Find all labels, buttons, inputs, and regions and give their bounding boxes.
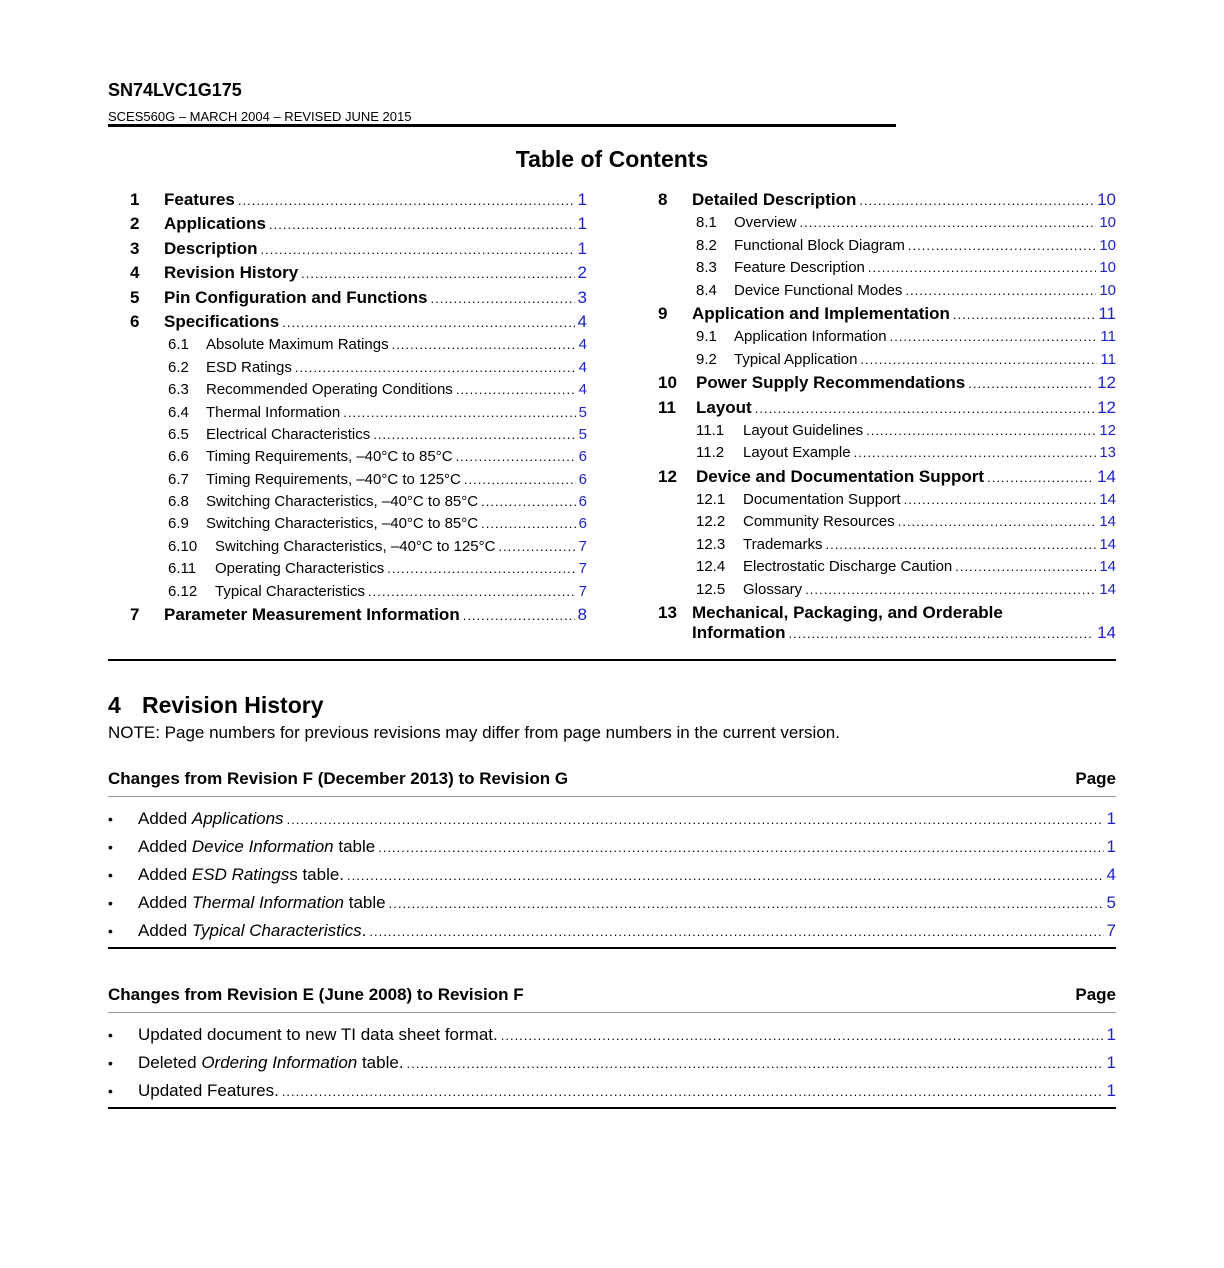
- change-text-emphasis: Ordering Information: [201, 1053, 358, 1072]
- toc-entry[interactable]: [658, 511, 1116, 533]
- change-text-post: .: [361, 921, 367, 940]
- change-text-post: table.: [357, 1053, 404, 1072]
- toc-entry-title[interactable]: Timing Requirements, –40°C to 85°C: [206, 448, 453, 466]
- change-item: [108, 1077, 1116, 1105]
- leader-dots: [825, 534, 1096, 556]
- leader-dots: [287, 806, 1104, 834]
- change-text: [138, 1021, 498, 1049]
- toc-entry[interactable]: [130, 424, 587, 446]
- toc-entry-title[interactable]: Device Functional Modes: [734, 281, 903, 299]
- change-item: [108, 1021, 1116, 1049]
- change-text-pre: Deleted: [138, 1053, 202, 1072]
- change-item: [108, 861, 1116, 889]
- toc-page-link[interactable]: 1: [577, 238, 587, 258]
- leader-dots: [800, 212, 1097, 234]
- change-item: [108, 917, 1116, 945]
- toc-entry-number: 6.5: [168, 425, 189, 443]
- toc-entry-number: 6.11: [168, 560, 197, 578]
- toc-entry-title[interactable]: Detailed Description: [692, 190, 857, 209]
- change-text: [138, 861, 344, 889]
- toc-page-link[interactable]: 7: [578, 560, 587, 578]
- leader-dots: [898, 511, 1097, 533]
- toc-title: Table of Contents: [515, 146, 709, 172]
- toc-entry-number: 7: [130, 605, 140, 625]
- toc-entry-title[interactable]: Feature Description: [734, 259, 865, 277]
- toc-entry[interactable]: [130, 379, 587, 401]
- toc-page-link[interactable]: 14: [1097, 623, 1116, 643]
- toc-entry[interactable]: [658, 579, 1116, 601]
- leader-dots: [868, 257, 1096, 279]
- toc-entry-number: 12.3: [696, 535, 726, 553]
- toc-entry-number: 6.3: [168, 381, 189, 399]
- toc-page-link[interactable]: 14: [1097, 466, 1116, 486]
- heading-rule: [108, 796, 1116, 797]
- toc-page-link[interactable]: 14: [1099, 513, 1116, 531]
- toc-entry[interactable]: [658, 212, 1116, 234]
- toc-page-link[interactable]: 10: [1099, 236, 1116, 254]
- toc-page-link[interactable]: 14: [1099, 580, 1116, 598]
- change-page-link[interactable]: 7: [1106, 921, 1116, 940]
- leader-dots: [481, 513, 576, 535]
- leader-dots: [282, 1078, 1104, 1106]
- toc-entry-number: 8.3: [696, 259, 717, 277]
- toc-entry-number: 9.1: [696, 328, 717, 346]
- toc-entry[interactable]: [658, 326, 1116, 348]
- toc-page-link[interactable]: 10: [1099, 259, 1116, 277]
- change-page-link[interactable]: 1: [1106, 1025, 1116, 1044]
- toc-page-link[interactable]: 11: [1098, 303, 1116, 323]
- toc-page-link[interactable]: 4: [578, 336, 587, 354]
- change-page-link[interactable]: 1: [1106, 809, 1116, 828]
- change-text-pre: Added: [138, 837, 192, 856]
- leader-dots: [269, 213, 575, 237]
- change-item: [108, 889, 1116, 917]
- bullet-icon: •: [108, 1083, 113, 1099]
- toc-entry[interactable]: [658, 465, 1116, 489]
- heading-rule: [108, 1012, 1116, 1013]
- toc-entry-title[interactable]: Layout: [696, 397, 752, 417]
- toc-page-link[interactable]: 11: [1100, 328, 1116, 346]
- changes-heading-text: Changes from Revision E (June 2008) to Revision F: [108, 985, 524, 1004]
- changes-list: [108, 1021, 1116, 1105]
- toc-entry-number: 12.2: [696, 513, 726, 531]
- change-item: [108, 1049, 1116, 1077]
- toc-page-link[interactable]: 4: [578, 358, 587, 376]
- toc-entry-number: 11.2: [696, 444, 725, 462]
- leader-dots: [282, 311, 574, 335]
- toc-entry-title[interactable]: Layout Example: [743, 444, 851, 462]
- toc-entry[interactable]: [658, 442, 1116, 464]
- toc-entry-number: 8.4: [696, 281, 717, 299]
- bullet-icon: •: [108, 1055, 113, 1071]
- page-column-label: Page: [1075, 769, 1116, 788]
- section-title: [108, 692, 324, 719]
- toc-entry-title[interactable]: Electrostatic Discharge Caution: [743, 558, 953, 576]
- leader-dots: [955, 556, 1096, 578]
- toc-entry[interactable]: [658, 396, 1116, 420]
- leader-dots: [463, 604, 575, 628]
- toc-entry[interactable]: [658, 556, 1116, 578]
- leader-dots: [389, 890, 1104, 918]
- toc-entry-title[interactable]: Application and Implementation: [692, 303, 950, 323]
- change-text-pre: Added: [138, 865, 192, 884]
- leader-dots: [347, 862, 1104, 890]
- toc-entry-title[interactable]: Overview: [734, 214, 797, 232]
- toc-entry-title[interactable]: Features: [164, 190, 235, 209]
- toc-page-link[interactable]: 4: [578, 381, 587, 399]
- toc-entry-title[interactable]: Applications: [164, 214, 267, 234]
- toc-page-link[interactable]: 14: [1099, 535, 1116, 553]
- toc-page-link[interactable]: 2: [577, 263, 587, 283]
- change-text-post: table: [333, 837, 376, 856]
- toc-page-link[interactable]: 10: [1099, 214, 1116, 232]
- toc-entry-title[interactable]: Absolute Maximum Ratings: [206, 336, 389, 354]
- toc-entry-number: 6.2: [168, 358, 189, 376]
- toc-entry-title[interactable]: Documentation Support: [743, 491, 901, 509]
- leader-dots: [860, 349, 1097, 371]
- toc-page-link[interactable]: 3: [577, 287, 587, 307]
- toc-entry-title[interactable]: Device and Documentation Support: [696, 466, 985, 486]
- toc-entry-number: 6.9: [168, 515, 189, 533]
- change-text: [138, 1049, 404, 1077]
- leader-dots: [953, 303, 1095, 327]
- toc-entry-number: 8.2: [696, 236, 717, 254]
- toc-page-link[interactable]: 4: [577, 311, 587, 331]
- leader-dots: [456, 379, 576, 401]
- change-text-post: s table.: [289, 865, 345, 884]
- toc-page-link[interactable]: 14: [1099, 558, 1116, 576]
- toc-entry[interactable]: [130, 491, 587, 513]
- toc-entry-title[interactable]: Functional Block Diagram: [734, 236, 905, 254]
- toc-entry[interactable]: [130, 446, 587, 468]
- bullet-icon: •: [108, 895, 113, 911]
- leader-dots: [343, 402, 575, 424]
- change-text-pre: Added: [138, 921, 192, 940]
- change-page-link[interactable]: 4: [1106, 865, 1116, 884]
- toc-entry-title[interactable]: Switching Characteristics, –40°C to 85°C: [206, 515, 479, 533]
- leader-dots: [904, 489, 1097, 511]
- toc-entry[interactable]: [130, 513, 587, 535]
- toc-entry[interactable]: [658, 235, 1116, 257]
- section-number: 4: [108, 692, 121, 718]
- toc-page-link[interactable]: 5: [578, 403, 587, 421]
- change-page-link[interactable]: 1: [1106, 1081, 1116, 1100]
- toc-entry-number: 6.6: [168, 448, 189, 466]
- toc-entry-title[interactable]: Typical Characteristics: [215, 582, 366, 600]
- toc-entry[interactable]: [130, 536, 587, 558]
- leader-dots: [456, 446, 576, 468]
- document-revision-line: SCES560G – MARCH 2004 – REVISED JUNE 2015: [108, 109, 412, 124]
- toc-entry-number: 6.10: [168, 537, 198, 555]
- leader-dots: [501, 1022, 1104, 1050]
- leader-dots: [238, 189, 575, 213]
- toc-entry[interactable]: [130, 581, 587, 603]
- toc-entry-number: 11.1: [696, 421, 725, 439]
- revision-note: NOTE: Page numbers for previous revisions may differ from page numbers in the current version.: [108, 723, 840, 742]
- toc-entry-number: 6.7: [168, 470, 189, 488]
- toc-page-link[interactable]: 14: [1099, 491, 1116, 509]
- toc-entry-title[interactable]: Thermal Information: [206, 403, 341, 421]
- toc-entry-number: 6: [130, 311, 140, 331]
- change-text: [138, 833, 375, 861]
- toc-entry-number: 5: [130, 287, 140, 307]
- toc-page-link[interactable]: 6: [578, 470, 587, 488]
- toc-page-link[interactable]: 10: [1097, 190, 1116, 209]
- leader-dots: [890, 326, 1098, 348]
- bullet-icon: •: [108, 839, 113, 855]
- toc-entry[interactable]: [130, 402, 587, 424]
- change-text-emphasis: Device Information: [191, 837, 334, 856]
- change-text-emphasis: Typical Characteristics: [191, 921, 362, 940]
- toc-entry-title[interactable]: Application Information: [734, 328, 887, 346]
- toc-entry[interactable]: [130, 286, 587, 310]
- toc-page-link[interactable]: 5: [578, 425, 587, 443]
- leader-dots: [378, 834, 1103, 862]
- toc-page-link[interactable]: 8: [577, 605, 587, 625]
- leader-dots: [905, 280, 1096, 302]
- toc-entry[interactable]: [130, 469, 587, 491]
- toc-entry-number: 11: [658, 397, 676, 417]
- change-text-post: table: [344, 893, 386, 912]
- toc-entry-number: 6.1: [168, 336, 189, 354]
- toc-entry-line: [658, 603, 1116, 623]
- change-text-pre: Added: [138, 893, 192, 912]
- bullet-icon: •: [108, 923, 113, 939]
- toc-entry-number: 9: [658, 303, 668, 323]
- leader-dots: [407, 1050, 1104, 1078]
- toc-entry[interactable]: [130, 237, 587, 261]
- leader-dots: [854, 442, 1097, 464]
- change-item: [108, 805, 1116, 833]
- leader-dots: [859, 189, 1094, 213]
- toc-entry[interactable]: [658, 371, 1116, 395]
- changes-list: [108, 805, 1116, 945]
- leader-dots: [987, 466, 1094, 490]
- toc-entry[interactable]: [130, 261, 587, 285]
- toc-entry[interactable]: [658, 302, 1116, 326]
- leader-dots: [261, 238, 575, 262]
- toc-entry[interactable]: [130, 334, 587, 356]
- change-item: [108, 833, 1116, 861]
- change-text: [138, 1077, 279, 1105]
- changes-heading: [108, 769, 1116, 789]
- toc-entry[interactable]: [658, 603, 1116, 644]
- toc-left-column: [130, 188, 587, 627]
- toc-page-link[interactable]: 7: [578, 537, 587, 555]
- toc-entry-title[interactable]: Recommended Operating Conditions: [206, 381, 453, 399]
- toc-entry-number: 13: [658, 603, 677, 623]
- toc-entry-number: 12: [658, 466, 677, 486]
- toc-page-link[interactable]: 12: [1099, 421, 1116, 439]
- toc-entry[interactable]: [658, 534, 1116, 556]
- toc-entry-title[interactable]: Mechanical, Packaging, and Orderable: [692, 603, 1003, 623]
- toc-entry-title[interactable]: Pin Configuration and Functions: [164, 287, 428, 307]
- toc-page-link[interactable]: 1: [577, 214, 587, 234]
- leader-dots: [373, 424, 575, 446]
- toc-page-link[interactable]: 12: [1097, 373, 1116, 393]
- toc-page-link[interactable]: 6: [578, 515, 587, 533]
- leader-dots: [301, 262, 574, 286]
- change-text-pre: Updated document to new TI data sheet format.: [138, 1025, 498, 1044]
- toc-entry[interactable]: [130, 357, 587, 379]
- toc-entry-number: 8: [658, 190, 668, 209]
- change-text-emphasis: Thermal Information: [191, 893, 345, 912]
- toc-right-column: [658, 188, 1116, 644]
- toc-page-link[interactable]: 6: [578, 448, 587, 466]
- toc-entry-title[interactable]: Layout Guidelines: [743, 421, 864, 439]
- toc-entry-line: [658, 623, 1116, 644]
- toc-entry[interactable]: [130, 603, 587, 627]
- toc-entry-number: 6.12: [168, 582, 198, 600]
- toc-entry-number: 6.8: [168, 493, 189, 511]
- toc-entry[interactable]: [658, 280, 1116, 302]
- toc-entry-title[interactable]: Switching Characteristics, –40°C to 125°C: [215, 537, 496, 555]
- toc-entry-title[interactable]: Operating Characteristics: [215, 560, 385, 578]
- toc-entry-title[interactable]: Electrical Characteristics: [206, 425, 371, 443]
- toc-entry-number: 6.4: [168, 403, 189, 421]
- changes-heading: [108, 985, 1116, 1005]
- leader-dots: [805, 579, 1096, 601]
- bullet-icon: •: [108, 867, 113, 883]
- change-text-pre: Added: [138, 809, 192, 828]
- change-text: [138, 889, 386, 917]
- toc-entry[interactable]: [130, 212, 587, 236]
- toc-entry-title[interactable]: Trademarks: [743, 535, 823, 553]
- toc-entry-title[interactable]: Specifications: [164, 311, 280, 331]
- change-text-emphasis: ESD Ratings: [191, 865, 290, 884]
- section-divider: [108, 659, 1116, 661]
- change-page-link[interactable]: 5: [1106, 893, 1116, 912]
- header-rule: [108, 124, 896, 127]
- leader-dots: [866, 420, 1096, 442]
- toc-entry[interactable]: [658, 489, 1116, 511]
- toc-entry-number: 4: [130, 263, 140, 283]
- toc-page-link[interactable]: 13: [1099, 444, 1116, 462]
- toc-entry-number: 12.5: [696, 580, 726, 598]
- group-end-rule: [108, 947, 1116, 949]
- change-page-link[interactable]: 1: [1106, 837, 1116, 856]
- toc-entry[interactable]: [658, 188, 1116, 212]
- section-title-text: Revision History: [142, 692, 324, 718]
- page-column-label: Page: [1075, 985, 1116, 1004]
- toc-entry-number: 8.1: [696, 214, 717, 232]
- toc-page-link[interactable]: 1: [577, 190, 587, 209]
- toc-entry-title[interactable]: Power Supply Recommendations: [696, 373, 966, 393]
- change-text: [138, 917, 366, 945]
- toc-entry-number: 9.2: [696, 350, 717, 368]
- bullet-icon: •: [108, 811, 113, 827]
- toc-page-link[interactable]: 10: [1099, 281, 1116, 299]
- leader-dots: [430, 287, 574, 311]
- changes-heading-text: Changes from Revision F (December 2013) to Revision G: [108, 769, 569, 788]
- leader-dots: [392, 334, 576, 356]
- toc-entry-number: 10: [658, 373, 677, 393]
- toc-page-link[interactable]: 6: [578, 493, 587, 511]
- change-page-link[interactable]: 1: [1106, 1053, 1116, 1072]
- toc-entry-title[interactable]: Description: [164, 238, 258, 258]
- toc-entry-number: 3: [130, 238, 140, 258]
- toc-entry-title[interactable]: Revision History: [164, 263, 299, 283]
- leader-dots: [295, 357, 576, 379]
- leader-dots: [755, 397, 1094, 421]
- toc-entry-number: 12.4: [696, 558, 726, 576]
- change-text-emphasis: Applications: [191, 809, 284, 828]
- bullet-icon: •: [108, 1027, 113, 1043]
- toc-entry-title[interactable]: Switching Characteristics, –40°C to 85°C: [206, 493, 479, 511]
- toc-entry[interactable]: [130, 188, 587, 212]
- toc-entry-number: 2: [130, 214, 140, 234]
- toc-entry-title[interactable]: Timing Requirements, –40°C to 125°C: [206, 470, 461, 488]
- document-part-number: SN74LVC1G175: [108, 80, 242, 100]
- toc-entry-number: 12.1: [696, 491, 726, 509]
- toc-entry-title[interactable]: Community Resources: [743, 513, 895, 531]
- toc-entry[interactable]: [130, 310, 587, 334]
- toc-entry-number: 1: [130, 190, 140, 209]
- toc-page-link[interactable]: 11: [1100, 350, 1116, 368]
- leader-dots: [789, 624, 1095, 644]
- leader-dots: [369, 918, 1103, 946]
- leader-dots: [481, 491, 576, 513]
- leader-dots: [908, 235, 1096, 257]
- toc-entry[interactable]: [130, 558, 587, 580]
- toc-entry[interactable]: [658, 349, 1116, 371]
- toc-entry-title[interactable]: Glossary: [743, 580, 803, 598]
- toc-page-link[interactable]: 7: [578, 582, 587, 600]
- leader-dots: [464, 469, 576, 491]
- group-end-rule: [108, 1107, 1116, 1109]
- toc-page-link[interactable]: 12: [1097, 397, 1116, 417]
- leader-dots: [968, 372, 1094, 396]
- toc-entry[interactable]: [658, 420, 1116, 442]
- leader-dots: [498, 536, 575, 558]
- toc-entry-title[interactable]: Typical Application: [734, 350, 858, 368]
- leader-dots: [387, 558, 575, 580]
- change-text-pre: Updated Features.: [138, 1081, 279, 1100]
- toc-entry-title[interactable]: ESD Ratings: [206, 358, 292, 376]
- leader-dots: [368, 581, 576, 603]
- toc-entry-title-cont[interactable]: Information: [692, 623, 786, 643]
- toc-entry-title[interactable]: Parameter Measurement Information: [164, 605, 460, 625]
- change-text: [138, 805, 284, 833]
- toc-entry[interactable]: [658, 257, 1116, 279]
